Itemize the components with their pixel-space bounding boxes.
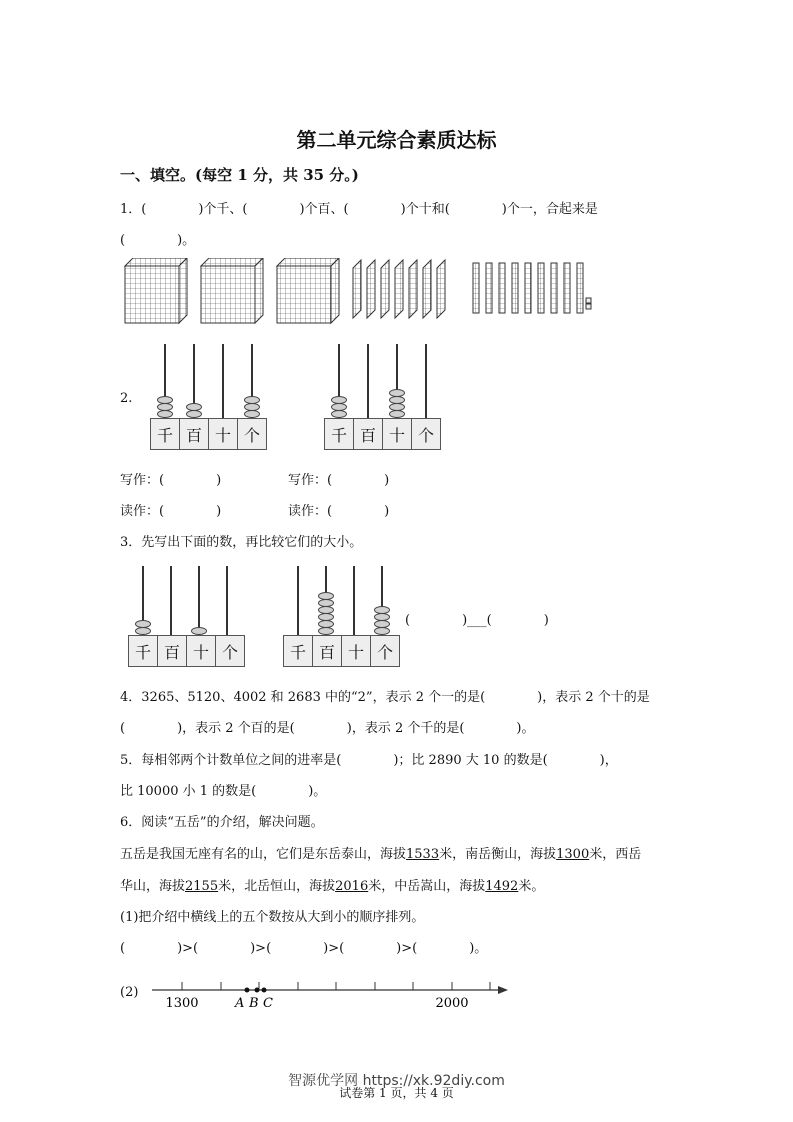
abacus-rod <box>353 566 355 636</box>
q2-write-right: 写作：( ) <box>288 473 390 488</box>
ten-rods <box>473 263 583 313</box>
q3-line: 3．先写出下面的数，再比较它们的大小。 <box>120 535 363 550</box>
point-c-dot <box>262 988 267 993</box>
number-line <box>148 976 518 1014</box>
q1-line2: ( )。 <box>120 233 196 248</box>
hundred-flats <box>353 260 445 318</box>
abacus-base: 千 百 十 个 <box>151 418 267 450</box>
height-huashan: 2155 <box>185 879 219 894</box>
q4-line2: ( )，表示 2 个百的是( )，表示 2 个千的是( )。 <box>120 721 535 736</box>
q2-number: 2. <box>120 391 133 406</box>
q2-read-right: 读作：( ) <box>288 504 390 519</box>
unit-cube <box>586 298 591 309</box>
watermark: 智源优学网 https://xk.92diy.com <box>288 1073 505 1089</box>
height-taishan: 1533 <box>406 847 440 862</box>
q2-read-left: 读作：( ) <box>120 504 222 519</box>
q5-line2: 比 10000 小 1 的数是( )。 <box>120 784 327 799</box>
q6-sub1: (1)把介绍中横线上的五个数按从大到小的顺序排列。 <box>120 910 425 925</box>
q2-write-left: 写作：( ) <box>120 473 222 488</box>
q6-line: 6．阅读“五岳”的介绍，解决问题。 <box>120 815 324 830</box>
base-ten-blocks-figure <box>120 258 600 330</box>
q6-sub2: (2) <box>120 985 139 1000</box>
q6-intro-line1: 五岳是我国无座有名的山，它们是东岳泰山，海拔1533米，南岳衡山，海拔1300米，西岳 <box>120 847 642 862</box>
abacus-base: 千 百 十 个 <box>284 635 400 667</box>
q6-intro-line2: 华山，海拔2155米，北岳恒山，海拔2016米，中岳嵩山，海拔1492米。 <box>120 879 545 894</box>
abacus-base: 千 百 十 个 <box>129 635 245 667</box>
abacus-rod <box>170 566 172 636</box>
q1-line1: 1．( )个千、( )个百、( )个十和( )个一，合起来是 <box>120 202 598 217</box>
abacus-rod <box>367 344 369 419</box>
thousand-cube-3 <box>277 258 339 323</box>
abacus-base: 千 百 十 个 <box>325 418 441 450</box>
page-title: 第二单元综合素质达标 <box>296 128 497 152</box>
axis-label-2000: 2000 <box>435 996 469 1011</box>
q4-line1: 4．3265、5120、4002 和 2683 中的“2”，表示 2 个一的是( )，表示 2 个十的是 <box>120 690 650 705</box>
point-b-label: B <box>249 996 259 1011</box>
point-a-dot <box>245 988 250 993</box>
height-songshan: 1492 <box>485 879 519 894</box>
q5-line1: 5．每相邻两个计数单位之间的进率是( )；比 2890 大 10 的数是( )， <box>120 753 618 768</box>
abacus-rod <box>226 566 228 636</box>
page-footer: 试卷第 1 页，共 4 页 <box>339 1086 454 1100</box>
point-a-label: A <box>235 996 245 1011</box>
abacus-rod <box>425 344 427 419</box>
q3-compare: ( )___( ) <box>405 613 549 628</box>
q6-order: ( )>( )>( )>( )>( )。 <box>120 941 488 956</box>
axis-label-1300: 1300 <box>165 996 199 1011</box>
thousand-cube-1 <box>125 258 187 323</box>
abacus-rod <box>198 566 200 636</box>
abacus-rod <box>297 566 299 636</box>
point-b-dot <box>255 988 260 993</box>
thousand-cube-2 <box>201 258 263 323</box>
height-hengshan-south: 1300 <box>556 847 590 862</box>
height-hengshan-north: 2016 <box>335 879 369 894</box>
abacus-rod <box>222 344 224 419</box>
point-c-label: C <box>263 996 273 1011</box>
section-heading: 一、填空。(每空 1 分，共 35 分。) <box>120 166 359 184</box>
